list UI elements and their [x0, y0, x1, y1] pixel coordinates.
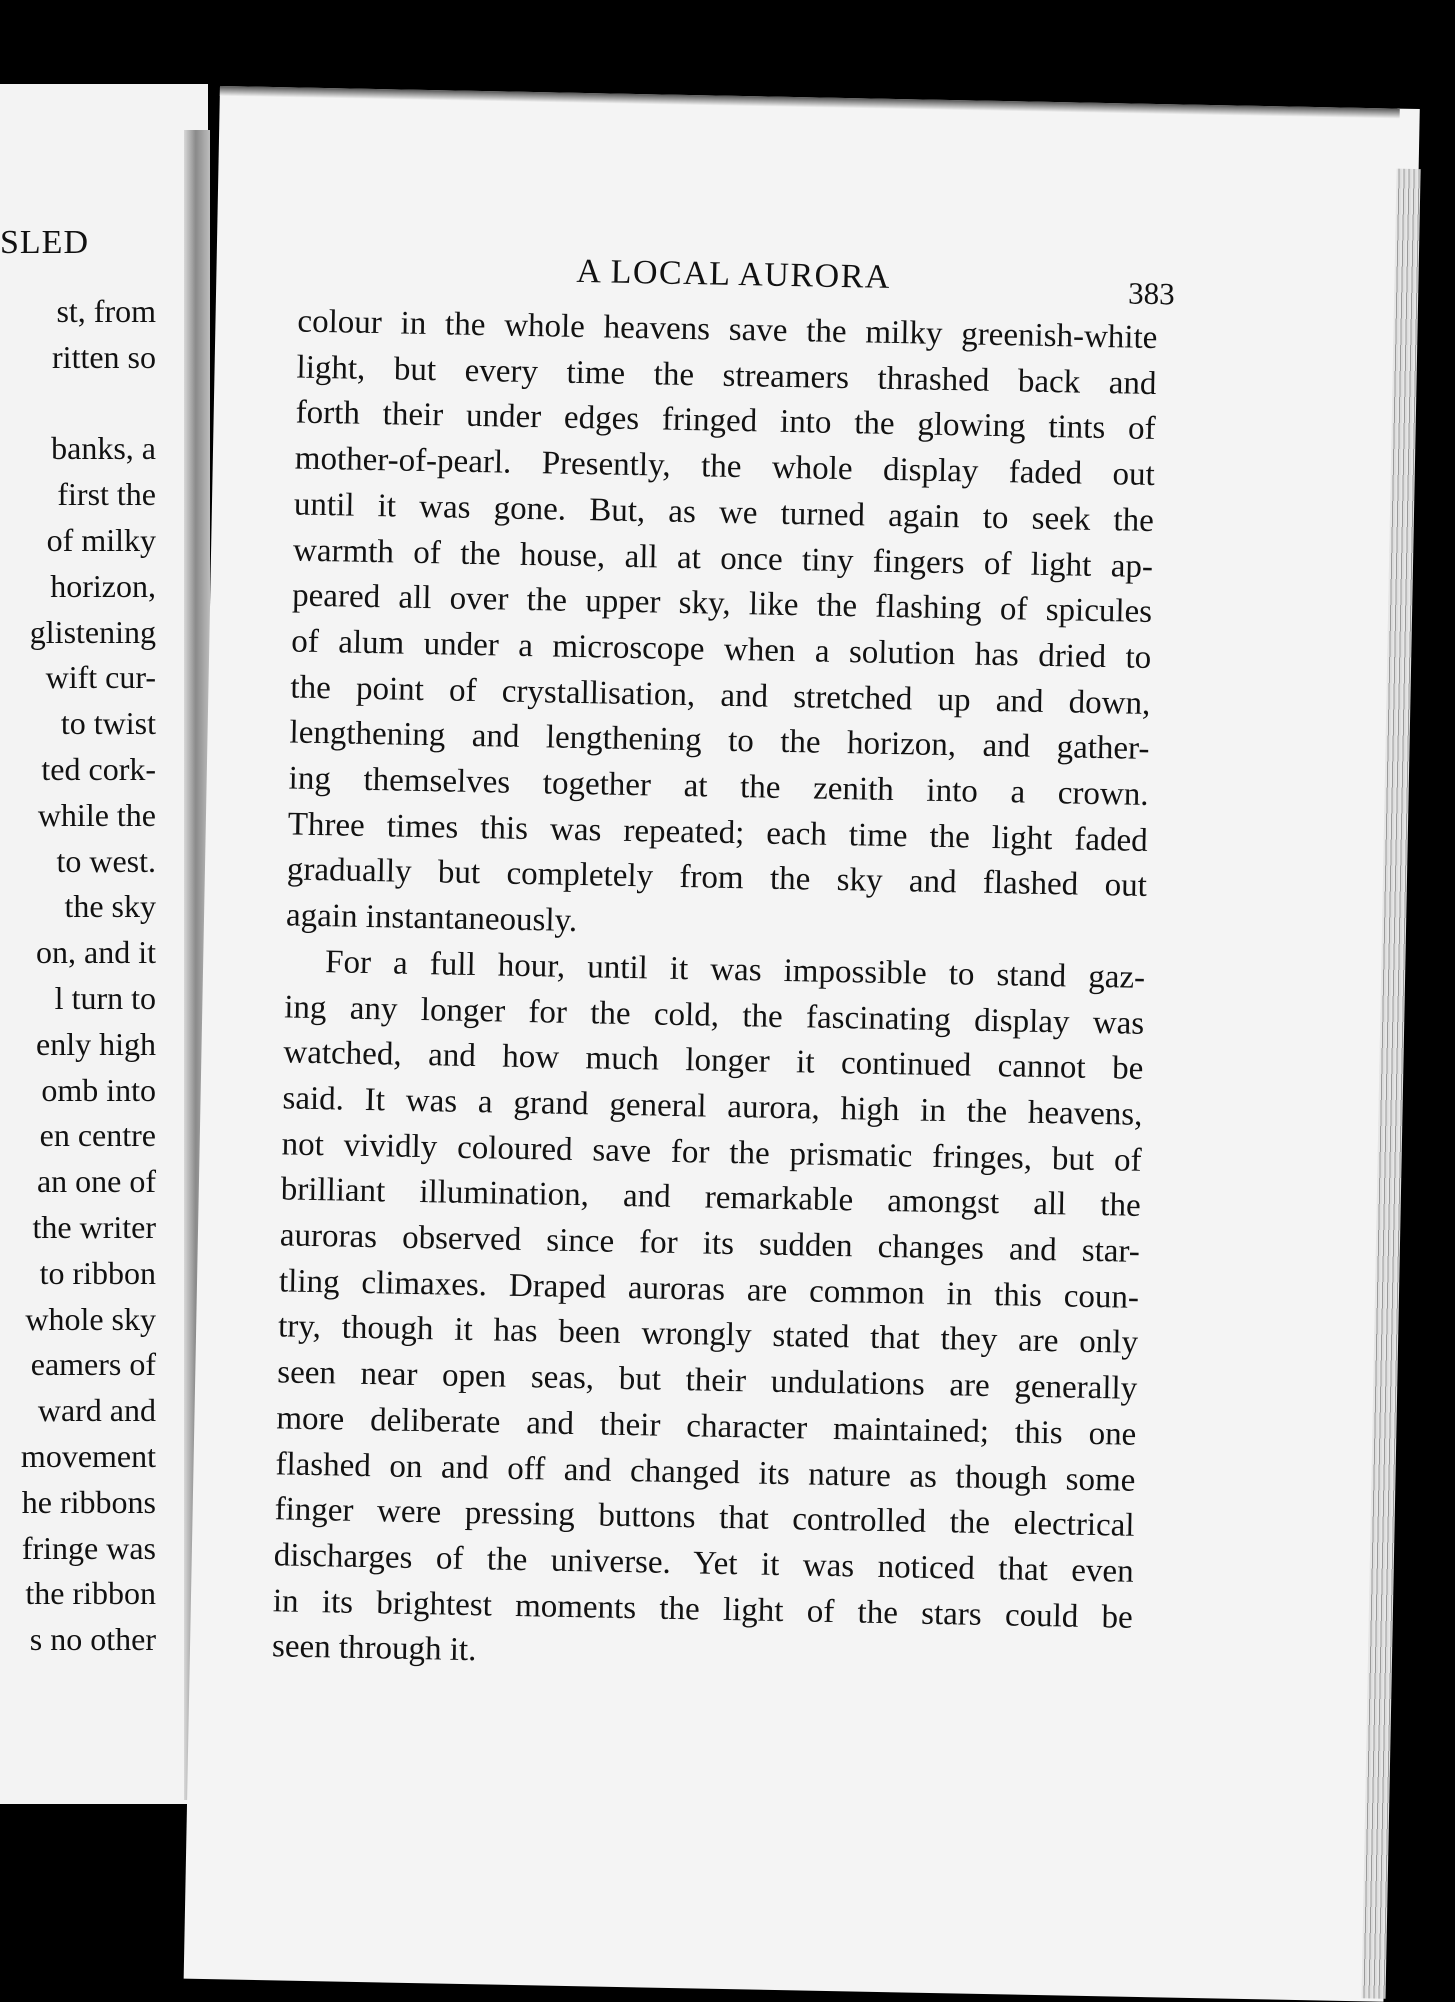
- left-page-text: [21, 289, 156, 1663]
- text-line: until it was gone. But, as we turned again to seek the: [293, 486, 1155, 539]
- right-page: [184, 86, 1420, 2002]
- text-line: warmth of the house, all at once tiny fingers of light ap-: [292, 532, 1154, 585]
- left-line: horizon,: [50, 567, 156, 604]
- left-line: st, from: [56, 293, 156, 329]
- page-top-shadow: [220, 86, 1400, 119]
- left-line: glistening: [29, 613, 156, 650]
- left-page: [0, 84, 208, 1804]
- text-line: watched, and how much longer it continued cannot be: [283, 1034, 1144, 1088]
- text-line: lengthening and lengthening to the horizon, and gather-: [289, 714, 1150, 768]
- text-line: discharges of the universe. Yet it was noticed that even: [273, 1537, 1134, 1590]
- text-line: brilliant illumination, and remarkable amongst all the: [280, 1171, 1142, 1225]
- left-line: to twist: [60, 705, 156, 742]
- text-line: more deliberate and their character maintained; this one: [276, 1400, 1137, 1453]
- text-line: Three times this was repeated; each time the light faded: [287, 806, 1149, 859]
- text-line: ing themselves together at the zenith into a crown.: [288, 760, 1149, 813]
- text-line: of alum under a microscope when a solution has dried to: [291, 623, 1152, 676]
- left-line: ted cork-: [41, 750, 156, 787]
- left-line: ritten so: [52, 338, 156, 375]
- left-line: wift cur-: [45, 659, 156, 696]
- left-line: movement: [20, 1437, 156, 1474]
- left-line: to ribbon: [39, 1254, 156, 1291]
- left-line: en centre: [39, 1117, 156, 1154]
- left-line: of milky: [46, 521, 156, 558]
- left-line: s no other: [29, 1621, 156, 1658]
- text-line: again instantaneously.: [285, 897, 578, 940]
- left-line: while the: [37, 796, 156, 833]
- left-line: on, and it: [36, 934, 156, 971]
- left-line: the ribbon: [25, 1575, 156, 1612]
- text-line: seen near open seas, but their undulations are generally: [276, 1354, 1138, 1408]
- running-title: A LOCAL AURORA: [576, 252, 892, 296]
- text-line: gradually but completely from the sky and flashed out: [286, 851, 1148, 905]
- text-line: colour in the whole heavens save the milky greenish-white: [297, 303, 1158, 357]
- paragraph-start-line: For a full hour, until it was impossible to stand gaz-: [324, 944, 1146, 996]
- left-line: l turn to: [54, 979, 156, 1016]
- page-number: 383: [1127, 275, 1176, 312]
- text-line: peared all over the upper sky, like the flashing of spicules: [291, 577, 1153, 631]
- text-line: forth their under edges fringed into the glowing tints of: [295, 394, 1156, 448]
- left-line: the sky: [64, 888, 156, 925]
- left-line: fringe was: [21, 1529, 156, 1566]
- left-line: an one of: [36, 1163, 156, 1200]
- left-line: whole sky: [25, 1300, 156, 1337]
- text-line: finger were pressing buttons that controlled the electrical: [274, 1491, 1135, 1545]
- text-line: auroras observed since for its sudden changes and star-: [279, 1217, 1141, 1270]
- text-line: seen through it.: [271, 1628, 477, 1669]
- body-text: [272, 300, 1158, 1687]
- left-line: eamers of: [30, 1346, 156, 1383]
- text-line: light, but every time the streamers thrashed back and: [296, 349, 1157, 402]
- page-edges: [1361, 169, 1420, 1999]
- left-line: [21, 381, 156, 427]
- left-line: omb into: [41, 1071, 156, 1108]
- left-line: the writer: [32, 1208, 156, 1245]
- text-line: ing any longer for the cold, the fascinating display was: [283, 988, 1145, 1042]
- left-line: to west.: [56, 842, 156, 879]
- text-line: in its brightest moments the light of the stars could be: [272, 1582, 1134, 1636]
- text-line: the point of crystallisation, and stretched up and down,: [290, 669, 1151, 722]
- text-line: mother-of-pearl. Presently, the whole display faded out: [294, 440, 1156, 494]
- left-line: he ribbons: [21, 1483, 156, 1520]
- text-line: flashed on and off and changed its nature as though some: [275, 1445, 1136, 1499]
- left-line: enly high: [36, 1025, 156, 1062]
- left-line: first the: [57, 476, 156, 513]
- text-line: tling climaxes. Draped auroras are common in this coun-: [278, 1263, 1140, 1316]
- left-running-head: SLED: [0, 224, 89, 261]
- text-line: said. It was a grand general aurora, high in the heavens,: [282, 1080, 1143, 1133]
- text-line: try, though it has been wrongly stated that they are only: [277, 1308, 1139, 1362]
- text-line: not vividly coloured save for the prismatic fringes, but of: [281, 1126, 1142, 1179]
- left-line: banks, a: [51, 430, 156, 467]
- left-line: ward and: [37, 1392, 156, 1429]
